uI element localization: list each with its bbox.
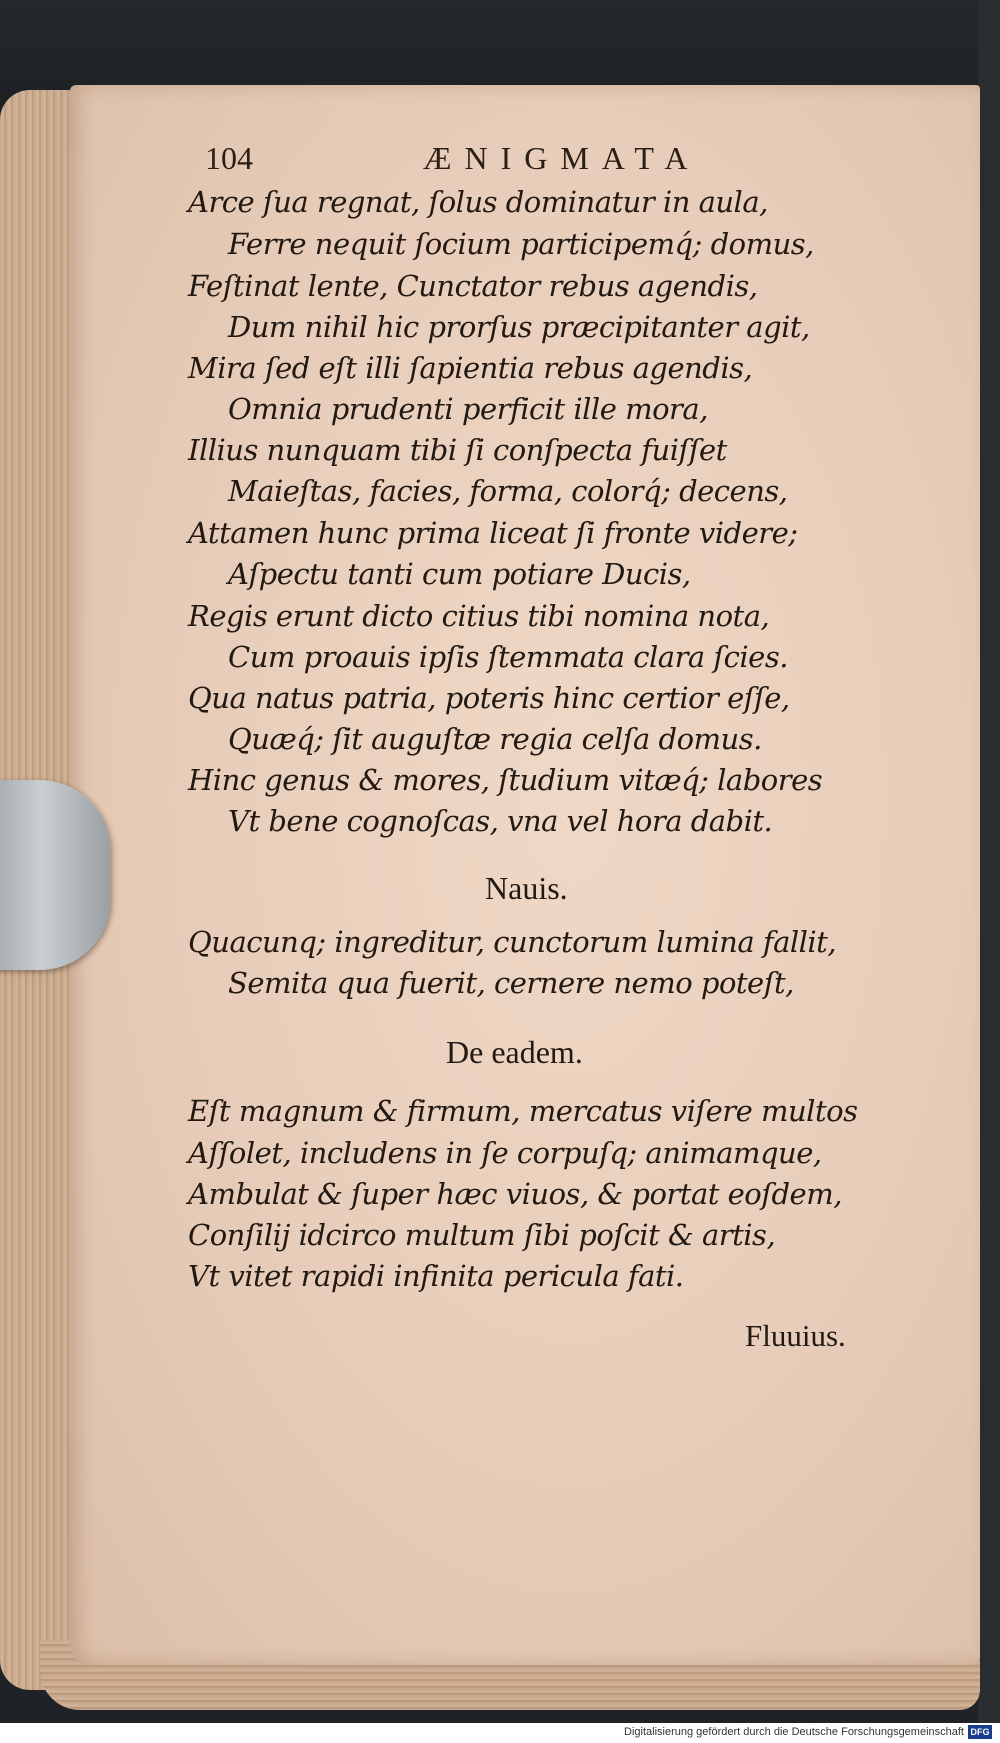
verse-line: Mira ſed eſt illi ſapientia rebus agendis, — [188, 351, 753, 385]
verse-line: Cum proauis ipſis ſtemmata clara ſcies. — [228, 640, 788, 674]
verse-line: Aſſolet, includens in ſe corpuſq; animamque, — [188, 1136, 822, 1170]
verse-line: Semita qua fuerit, cernere nemo poteſt, — [228, 966, 794, 1000]
verse-line: Qua natus patria, poteris hinc certior eſſe, — [188, 681, 790, 715]
verse-line: Maieſtas, facies, forma, colorq́; decens, — [228, 474, 788, 508]
verse-line: Illius nunquam tibi ſi conſpecta fuiſſet — [188, 433, 727, 467]
book-clamp — [0, 780, 110, 970]
dfg-logo-icon: DFG — [968, 1725, 992, 1739]
verse-line: Quæq́; ſit auguſtæ regia celſa domus. — [228, 722, 762, 756]
section-heading: De eadem. — [446, 1034, 583, 1070]
page-number: 104 — [205, 140, 253, 176]
verse-line: Dum nihil hic prorſus præcipitanter agit, — [228, 310, 810, 344]
verse-line: Conſilij idcirco multum ſibi poſcit & artis, — [188, 1218, 776, 1252]
verse-line: Omnia prudenti perficit ille mora, — [228, 392, 708, 426]
verse-line: Ferre nequit ſocium participemq́; domus, — [228, 227, 814, 261]
footer-credit: Digitalisierung gefördert durch die Deutsche Forschungsgemeinschaft — [624, 1726, 964, 1738]
verse-line: Attamen hunc prima liceat ſi fronte videre; — [188, 516, 798, 550]
verse-line: Aſpectu tanti cum potiare Ducis, — [228, 557, 691, 591]
verse-line: Arce ſua regnat, ſolus dominatur in aula, — [188, 185, 768, 219]
verse-line: Quacunq; ingreditur, cunctorum lumina fallit, — [188, 925, 837, 959]
background-right — [978, 0, 1000, 1743]
running-title: ÆNIGMATA — [423, 140, 701, 176]
verse-line: Vt vitet rapidi infinita pericula fati. — [188, 1259, 684, 1293]
page-header — [205, 140, 785, 190]
verse-line: Feſtinat lente, Cunctator rebus agendis, — [188, 269, 758, 303]
verse-line: Ambulat & ſuper hæc viuos, & portat eoſdem, — [188, 1177, 842, 1211]
verse-line: Eſt magnum & firmum, mercatus viſere multos — [188, 1094, 858, 1128]
verse-line: Regis erunt dicto citius tibi nomina nota, — [188, 599, 770, 633]
catchword: Fluuius. — [745, 1318, 846, 1353]
section-heading: Nauis. — [485, 870, 568, 906]
verse-line: Vt bene cognoſcas, vna vel hora dabit. — [228, 804, 773, 838]
verse-line: Hinc genus & mores, ſtudium vitæq́; labores — [188, 763, 823, 797]
